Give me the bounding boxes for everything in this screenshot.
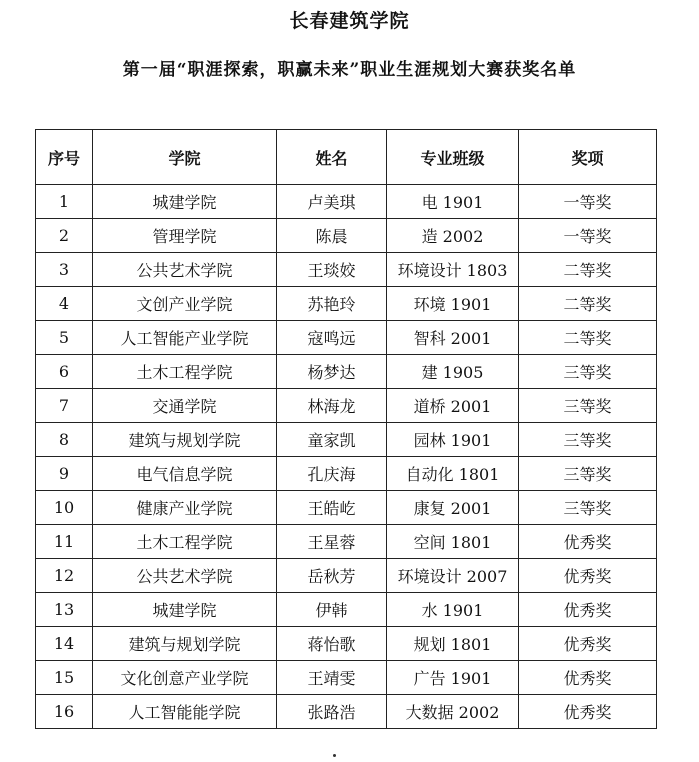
cell-class: 水 1901: [387, 593, 519, 627]
cell-class: 环境设计 1803: [387, 253, 519, 287]
table-row: [36, 389, 657, 423]
cell-class: 广告 1901: [387, 661, 519, 695]
cell-college: 公共艺术学院: [93, 559, 277, 593]
table-row: [36, 695, 657, 729]
award-roster-table: [35, 129, 657, 729]
table-row: [36, 661, 657, 695]
cell-college: 健康产业学院: [93, 491, 277, 525]
table-header-row: [36, 130, 657, 185]
document-subtitle: 第一届“职涯探索，职赢未来”职业生涯规划大赛获奖名单: [122, 60, 577, 80]
column-header-seq: 序号: [36, 130, 93, 185]
cell-name: 寇鸣远: [277, 321, 387, 355]
table-row: [36, 185, 657, 219]
cell-class: 环境 1901: [387, 287, 519, 321]
table-row: [36, 355, 657, 389]
table-row: [36, 287, 657, 321]
cell-college: 文创产业学院: [93, 287, 277, 321]
cell-name: 伊韩: [277, 593, 387, 627]
cell-name: 苏艳玲: [277, 287, 387, 321]
cell-seq: 12: [36, 559, 93, 593]
cell-college: 管理学院: [93, 219, 277, 253]
cell-seq: 14: [36, 627, 93, 661]
cell-college: 城建学院: [93, 185, 277, 219]
cell-name: 王皓屹: [277, 491, 387, 525]
cell-class: 自动化 1801: [387, 457, 519, 491]
cell-class: 园林 1901: [387, 423, 519, 457]
cell-name: 林海龙: [277, 389, 387, 423]
cell-class: 道桥 2001: [387, 389, 519, 423]
cell-college: 土木工程学院: [93, 525, 277, 559]
cell-seq: 15: [36, 661, 93, 695]
table-body: [36, 185, 657, 729]
cell-name: 王靖雯: [277, 661, 387, 695]
cell-name: 杨梦达: [277, 355, 387, 389]
table-row: [36, 491, 657, 525]
cell-college: 人工智能产业学院: [93, 321, 277, 355]
cell-award: 优秀奖: [519, 593, 657, 627]
column-header-award: 奖项: [519, 130, 657, 185]
column-header-college: 学院: [93, 130, 277, 185]
cell-award: 优秀奖: [519, 661, 657, 695]
table-row: [36, 559, 657, 593]
cell-award: 三等奖: [519, 423, 657, 457]
table-row: [36, 423, 657, 457]
cell-award: 三等奖: [519, 457, 657, 491]
document-title: 长春建筑学院: [289, 10, 410, 32]
cell-college: 文化创意产业学院: [93, 661, 277, 695]
cell-class: 大数据 2002: [387, 695, 519, 729]
cell-college: 人工智能能学院: [93, 695, 277, 729]
page-mark-dot: [333, 754, 336, 757]
cell-name: 孔庆海: [277, 457, 387, 491]
cell-class: 电 1901: [387, 185, 519, 219]
cell-award: 优秀奖: [519, 695, 657, 729]
cell-name: 陈晨: [277, 219, 387, 253]
cell-seq: 8: [36, 423, 93, 457]
column-header-class: 专业班级: [387, 130, 519, 185]
cell-award: 三等奖: [519, 389, 657, 423]
cell-award: 三等奖: [519, 491, 657, 525]
cell-seq: 13: [36, 593, 93, 627]
cell-seq: 2: [36, 219, 93, 253]
cell-college: 土木工程学院: [93, 355, 277, 389]
cell-award: 二等奖: [519, 287, 657, 321]
cell-college: 电气信息学院: [93, 457, 277, 491]
table-row: [36, 219, 657, 253]
cell-seq: 9: [36, 457, 93, 491]
cell-seq: 16: [36, 695, 93, 729]
cell-award: 一等奖: [519, 219, 657, 253]
cell-college: 城建学院: [93, 593, 277, 627]
table-row: [36, 593, 657, 627]
cell-seq: 1: [36, 185, 93, 219]
cell-class: 空间 1801: [387, 525, 519, 559]
cell-seq: 5: [36, 321, 93, 355]
table-row: [36, 525, 657, 559]
table-row: [36, 253, 657, 287]
cell-class: 智科 2001: [387, 321, 519, 355]
cell-seq: 3: [36, 253, 93, 287]
cell-award: 优秀奖: [519, 559, 657, 593]
cell-name: 蒋怡歌: [277, 627, 387, 661]
cell-seq: 7: [36, 389, 93, 423]
cell-seq: 6: [36, 355, 93, 389]
cell-seq: 10: [36, 491, 93, 525]
cell-class: 规划 1801: [387, 627, 519, 661]
table-row: [36, 457, 657, 491]
cell-name: 王星蓉: [277, 525, 387, 559]
cell-seq: 11: [36, 525, 93, 559]
cell-name: 岳秋芳: [277, 559, 387, 593]
cell-college: 建筑与规划学院: [93, 423, 277, 457]
cell-class: 建 1905: [387, 355, 519, 389]
cell-name: 卢美琪: [277, 185, 387, 219]
table-row: [36, 321, 657, 355]
cell-award: 一等奖: [519, 185, 657, 219]
cell-award: 优秀奖: [519, 525, 657, 559]
cell-college: 建筑与规划学院: [93, 627, 277, 661]
cell-class: 环境设计 2007: [387, 559, 519, 593]
cell-class: 康复 2001: [387, 491, 519, 525]
column-header-name: 姓名: [277, 130, 387, 185]
cell-class: 造 2002: [387, 219, 519, 253]
cell-award: 优秀奖: [519, 627, 657, 661]
cell-award: 二等奖: [519, 321, 657, 355]
cell-name: 张路浩: [277, 695, 387, 729]
cell-name: 王琰姣: [277, 253, 387, 287]
table-row: [36, 627, 657, 661]
cell-award: 二等奖: [519, 253, 657, 287]
cell-college: 交通学院: [93, 389, 277, 423]
cell-college: 公共艺术学院: [93, 253, 277, 287]
cell-seq: 4: [36, 287, 93, 321]
cell-name: 童家凯: [277, 423, 387, 457]
cell-award: 三等奖: [519, 355, 657, 389]
